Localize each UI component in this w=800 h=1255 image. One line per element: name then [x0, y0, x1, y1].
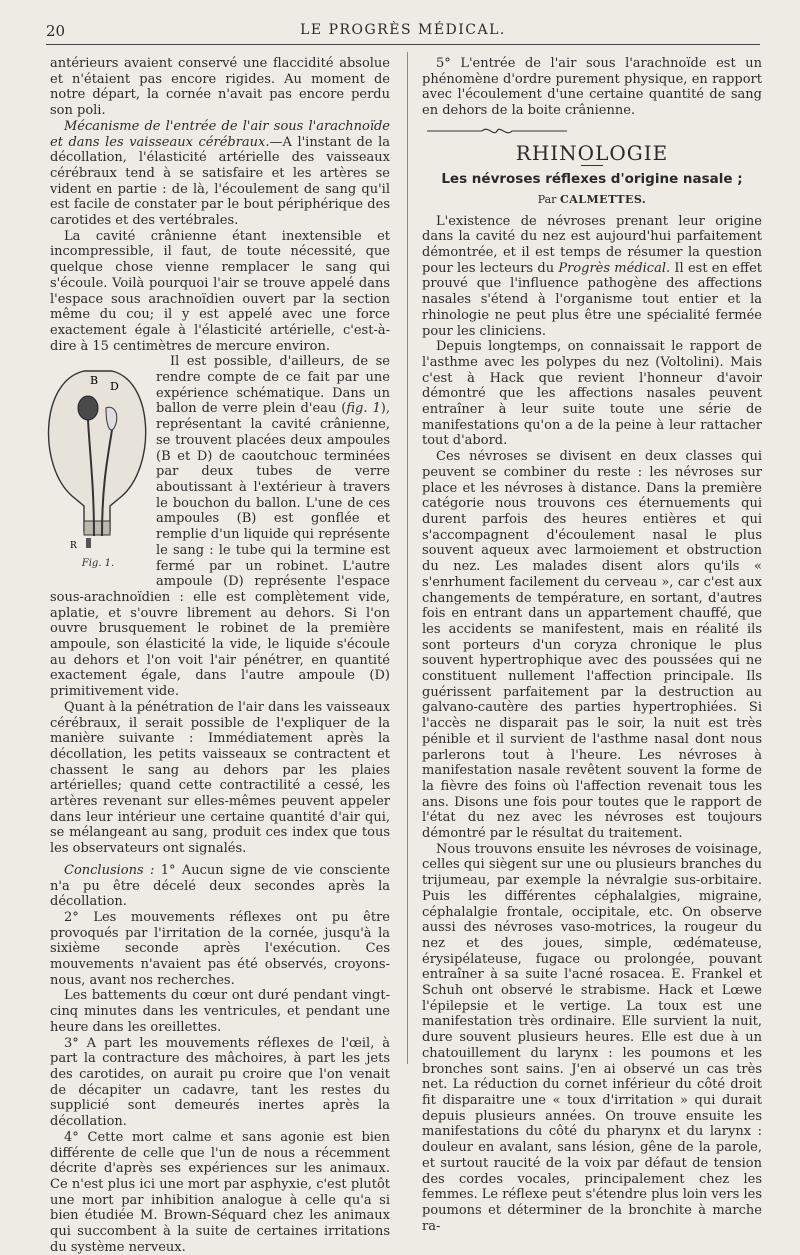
paragraph: 2° Les mouvements réflexes ont pu être provoqués par l'irritation de la cornée, jusqu'à la sixième seconde après l'exécution. Ces mouvements n'avaient pas été observés, croyons-nous, avant nos recherches.: [50, 909, 390, 988]
author-name: CALMETTES.: [559, 192, 647, 206]
column-divider: [407, 52, 408, 1064]
paragraph: 5° L'entrée de l'air sous l'arachnoïde est un phénomène d'ordre purement physique, en rapport avec l'écoulement d'une certaine quantité de sang en dehors de la boite crânienne.: [422, 56, 762, 119]
left-column: [50, 56, 390, 1255]
paragraph: 3° A part les mouvements réflexes de l'œil, à part la contracture des mâchoires, à part les jets des carotides, on aurait pu croire que l'on venait de décapiter un cadavre, tant les restes du supplicié sont demeurés inertes après la décollation.: [50, 1035, 390, 1130]
journal-title: LE PROGRÈS MÉDICAL.: [300, 22, 506, 38]
paragraph: Les battements du cœur ont duré pendant vingt-cinq minutes dans les ventricules, et pendant une heure dans les oreillettes.: [50, 988, 390, 1035]
figure-1: [46, 356, 150, 572]
fig-label-r: R: [70, 541, 77, 552]
paragraph: 4° Cette mort calme et sans agonie est bien différente de celle que l'un de nous a récemment décrite d'après ses expériences sur les animaux. Ce n'est plus ici une mort par asphyxie, c'est plutôt une mort par inhibition analogue à celle qu'a si bien étudiée M. Brown-Séquard chez les animaux qui succombent à la suite de certaines irritations du système nerveux.: [50, 1129, 390, 1255]
paragraph: Depuis longtemps, on connaissait le rapport de l'asthme avec les polypes du nez (Voltolini). Mais c'est à Hack que revient l'honneur d'avoir démontré que les affections nasales peuvent entraîner à leur suite toute une série de manifestations qu'on a de la peine à leur rattacher tout d'abord.: [422, 339, 762, 449]
decorative-ornament: [422, 125, 572, 137]
fig-label-d: D: [110, 380, 119, 394]
paragraph: antérieurs avaient conservé une flaccidité absolue et n'étaient pas encore rigides. Au moment de notre départ, la cornée n'avait pas encore perdu son poli.: [50, 56, 390, 119]
conclusions-heading: Conclusions :: [64, 862, 155, 878]
page-header: [46, 22, 760, 45]
paragraph: Mécanisme de l'entrée de l'air sous l'arachnoïde et dans les vaisseaux cérébraux.—A l'instant de la décollation, l'élasticité artérielle des vaisseaux cérébraux tend à se satisfaire et les artères se vident en partie : de là, l'écoulement de sang qu'il est facile de constater par le bout périphérique des carotides et des vertébrales.: [50, 118, 390, 229]
paragraph: Nous trouvons ensuite les névroses de voisinage, celles qui siègent sur une ou plusieurs branches du trijumeau, par exemple la névralgie sus-orbitaire. Puis les différentes céphalalgies, migraine, céphalalgie frontale, occipitale, etc. On observe aussi des névroses vaso-motrices, la rougeur du nez et des joues, simple, œdémateuse, érysipélateuse, fugace ou prolongée, pouvant entraîner à sa suite l'acné rosacea. E. Frankel et Schuh ont observé le strabisme. Hack et Lœwe l'épilepsie et le vertige. La toux est une manifestation très ordinaire. Elle survient la nuit, dure souvent plusieurs heures. Elle est due à un chatouillement du larynx : les poumons et les bronches sont sains. J'en ai observé un cas très net. La réduction du cornet inférieur du côté droit fit disparaitre une « toux d'irritation » qui durait depuis plusieurs années. On trouve ensuite les manifestations du côté du pharynx et du larynx : douleur en avalant, sans lésion, gêne de la parole, et surtout raucité de la voix par défaut de tension des cordes vocales, principalement chez les femmes. Le réflexe peut s'étendre plus loin vers les poumons et déterminer de la bronchite à marche ra-: [422, 841, 762, 1234]
flask-apparatus-illustration: [46, 356, 150, 556]
paragraph: Ces névroses se divisent en deux classes qui peuvent se combiner du reste : les névroses sur place et les névroses à distance. Dans la première catégorie nous trouvons ces éternuements qui durent parfois des heures entières et qui s'accompagnent d'écoulement nasal le plus souvent aqueux avec larmoiement et obstruction du nez. Les malades disent alors qu'ils « s'enrhument facilement du cerveau », car c'est aux changements de température, en sortant, d'autres fois en entrant dans un appartement chauffé, que les accidents se manifestent, mais en réalité ils sont porteurs d'un coryza chronique le plus souvent hypertrophique avec des poussées qui ne constituent nullement l'affection principale. Ils guérissent parfaitement par la destruction au galvano-cautère des parties hypertrophiées. Si l'accès ne disparait pas le soir, la nuit est très pénible et il survient de l'asthme nasal dont nous parlerons tout à l'heure. Les névroses à manifestation nasale revêtent souvent la forme de la fièvre des foins où l'affection revenait tous les ans. Disons une fois pour toutes que le rapport de l'état du nez avec les névroses est toujours démontré par le résultat du traitement.: [422, 449, 762, 842]
paragraph: Conclusions : 1° Aucun signe de vie consciente n'a pu être décelé deux secondes après la décollation.: [50, 862, 391, 910]
subheading-italic: Mécanisme de l'entrée de l'air sous l'arachnoïde et dans les vaisseaux cérébraux.: [50, 118, 390, 150]
fig-label-b: B: [90, 374, 99, 388]
paragraph: Quant à la pénétration de l'air dans les vaisseaux cérébraux, il serait possible de l'expliquer de la manière suivante : Immédiatement après la décollation, les petits vaisseaux se contractent et chassent le sang au dehors par les plaies artérielles; quand cette contractilité a cessé, les artères revenant sur elles-mêmes peuvent appeler dans leur intérieur une certaine quantité d'air qui, se mélangeant au sang, produit ces index que tous les observateurs ont signalés.: [50, 699, 390, 857]
right-column: [422, 56, 762, 1234]
page-number: 20: [46, 22, 66, 40]
article-title: Les névroses réflexes d'origine nasale ;: [441, 171, 743, 188]
section-title: RHINOLOGIE: [515, 140, 669, 165]
figure-caption: Fig. 1.: [81, 558, 115, 570]
paragraph: La cavité crânienne étant inextensible et incompressible, il faut, de toute nécessité, que quelque chose vienne remplacer le sang qui s'écoule. Voilà pourquoi l'air se trouve appelé dans l'espace sous arachnoïdien ouvert par la section même du cou; il y est appelé avec une force exactement égale à l'élasticité artérielle, c'est-à-dire à 15 centimètres de mercure environ.: [50, 228, 390, 354]
paragraph: Il est possible, d'ailleurs, de se rendre compte de ce fait par une expérience schématique. Dans un ballon de verre plein d'eau (fig. 1), représentant la cavité crânienne, se trouvent placées deux ampoules (B et D) de caoutchouc terminées par deux tubes de verre aboutissant à l'extérieur à travers le bouchon du ballon. L'une de ces ampoules (B) est gonflée et remplie d'un liquide qui représente le sang : le tube qui la termine est fermé par un robinet. L'autre ampoule (D) représente l'espace sous-arachnoïdien : elle est complètement vide, aplatie, et s'ouvre librement au dehors. Si l'on ouvre brusquement le robinet de la première ampoule, son élasticité la vide, le liquide s'écoule au dehors et l'on voit l'air pénétrer, en quantité exactement égale, dans l'autre ampoule (D) primitivement vide.: [50, 354, 390, 700]
byline: Par CALMETTES.: [537, 192, 647, 206]
paragraph: L'existence de névroses prenant leur origine dans la cavité du nez est aujourd'hui parfaitement démontrée, et il est temps de résumer la question pour les lecteurs du Progrès médical. Il est en effet prouvé que l'influence pathogène des affections nasales s'étend à l'organisme tout entier et la rhinologie ne peut plus être une spécialité fermée pour les cliniciens.: [422, 213, 762, 339]
title-rule: [581, 165, 603, 166]
